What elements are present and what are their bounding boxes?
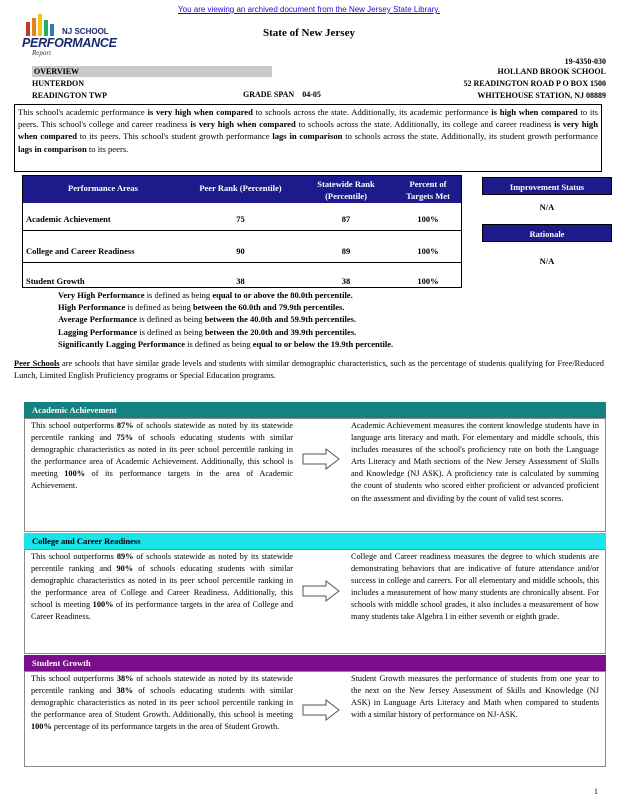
definition-text: is defined as being [185,338,253,349]
col-header-targets [394,178,462,202]
archived-notice-link[interactable]: You are viewing an archived document from the New Jersey State Library. [178,5,440,14]
row-statewide-rank: 38 [341,276,351,286]
summary-text: to its peers. This school's student growth performance [76,131,273,142]
improvement-status-value: N/A [539,202,555,212]
col-header-statewide [298,178,394,202]
summary-text: to schools across the state. Additionally, its college and career readiness [295,119,555,130]
summary-text: to its peers. This school's college and career readiness [18,107,598,130]
text-run: of schools statewide as noted by its statewide percentile ranking and [31,552,293,574]
grade-span [243,90,321,99]
row-statewide-rank: 89 [341,246,351,256]
peer-schools-text: are schools that have similar grade levels and students with similar demographic characteristics, such as the percentage of students qualifying for Free/Reduced Lunch, Limited English Proficiency programs or Special Education programs. [14,359,604,380]
rationale-value: N/A [539,256,555,266]
col-header-peer: Peer Rank (Percentile) [199,183,282,193]
text-run: This school outperforms [31,674,117,683]
performance-definitions [58,289,393,350]
row-area: Academic Achievement [26,214,111,224]
section-right-text: Academic Achievement measures the content knowledge students have in language arts literacy and math. For elementary and middle schools, this includes measures of the school's proficiency rate on both the Language Arts Literacy and Math sections of the New Jersey Assessment of Skills and Knowledge (NJ ASK). A proficiency rate is calculated by summing the count of students who scored either proficient or advanced proficient on the assessment and dividing by the count of valid test scores. [351,421,599,503]
row-targets-met: 100% [417,214,439,224]
definition-term: Significantly Lagging Performance [58,338,186,349]
percent-value: 38% [116,674,134,683]
performance-summary [14,104,602,172]
state-title: State of New Jersey [263,27,355,39]
section-right-text: Student Growth measures the performance of students from one year to the next on the New Jersey Assessment of Skills and Knowledge (NJ ASK) in Language Arts Literacy and Math when compared to students with a similar history of performance on NJ-ASK. [351,674,599,720]
section-left-text [31,551,293,624]
school-address: 52 READINGTON ROAD P O BOX 1500 [463,79,606,88]
school-city: WHITEHOUSE STATION, NJ 08889 [477,91,606,100]
row-area: College and Career Readiness [26,246,135,256]
definition-term: Lagging Performance [58,326,138,337]
section-right-text: College and Career readiness measures the degree to which students are demonstrating behaviors that are indicative of future attendance and/or success in college and careers. For all elementary and middle schools, this includes a measurement of how many students are chronically absent. For schools with middle school grades, it also includes a measurement of how many students take Algebra I in either seventh or eighth grade. [351,552,599,622]
logo-line-1: NJ SCHOOL [62,27,109,36]
text-run: of schools statewide as noted by its statewide percentile ranking and [31,674,293,696]
definition-item [58,338,393,350]
section-header-college-career-readiness: College and Career Readiness [24,533,606,549]
county: HUNTERDON [32,79,85,88]
summary-emphasis: lags in comparison [272,131,343,142]
section-left-text [31,420,293,493]
summary-emphasis: is very high when compared [18,119,598,142]
definition-text: is defined as being [144,290,213,300]
definition-range: equal to or below the 19.9th percentile. [252,338,394,349]
definition-term: Average Performance [58,314,137,325]
school-name: HOLLAND BROOK SCHOOL [497,67,606,76]
row-statewide-rank: 87 [341,214,351,224]
performance-table-header [23,176,461,203]
text-run: This school outperforms [31,552,117,561]
right-arrow-icon [302,580,340,602]
row-divider [23,230,461,231]
row-peer-rank: 90 [236,246,245,256]
summary-emphasis: lags in comparison [18,143,87,154]
peer-schools-definition [14,358,604,381]
row-divider [23,262,461,263]
definition-item [58,301,393,313]
summary-emphasis: is very high when compared [147,107,253,117]
percent-value: 89% [116,552,134,561]
row-peer-rank: 38 [236,276,245,286]
definition-item [58,326,393,338]
percent-value: 100% [64,469,86,479]
definition-text: is defined as being [125,302,194,313]
col-header-statewide-line1: Statewide Rank [317,179,375,189]
definition-term: Very High Performance [58,290,145,300]
row-targets-met: 100% [417,246,439,256]
rationale-header: Rationale [482,224,612,242]
summary-emphasis: is very high when compared [190,119,296,130]
summary-text: to schools across the state. Additionally, its student growth performance [342,131,598,142]
percent-value: 87% [116,421,134,430]
right-arrow-icon [302,448,340,470]
right-arrow-icon [302,699,340,721]
definition-range: equal to or above the 80.0th percentile. [212,290,353,300]
summary-text: to schools across the state. Additionally, its academic performance [252,107,492,117]
text-run: This school outperforms [31,421,117,430]
improvement-status-header: Improvement Status [482,177,612,195]
peer-schools-term: Peer Schools [14,359,60,368]
logo-line-2: PERFORMANCE [22,36,117,50]
definition-text: is defined as being [137,326,205,337]
summary-emphasis: is high when compared [491,107,578,117]
percent-value: 90% [116,564,134,574]
definition-range: between the 40.0th and 59.9th percentiles. [204,314,357,325]
percent-value: 38% [116,686,134,696]
row-peer-rank: 75 [236,214,245,224]
school-id: 19-4350-030 [564,57,606,66]
summary-text: to its peers. [86,143,129,154]
definition-range: between the 20.0th and 39.9th percentiles. [204,326,357,337]
section-left-text [31,673,293,733]
text-run: of schools statewide as noted by its statewide percentile ranking and [31,421,293,443]
grade-span-value: 04-05 [302,90,321,99]
section-header-student-growth: Student Growth [24,655,606,671]
overview-label: OVERVIEW [34,67,80,76]
summary-text: This school's academic performance [18,107,148,117]
percent-value: 100% [31,722,52,732]
text-run: of its performance targets in the area of Academic Achievement. [31,469,293,491]
text-run: of schools educating students with similar demographic characteristics as noted in its peer school percentile ranking in the performance area of Academic Achievement. Additionally, this school is meeting [31,433,293,479]
section-body-academic-achievement [24,418,606,532]
col-header-targets-line2: Targets Met [406,191,450,201]
text-run: of schools educating students with similar demographic characteristics as noted in its peer school percentile ranking in the performance area of Student Growth. Additionally, this school is meeting [31,686,293,720]
col-header-statewide-line2: (Percentile) [325,191,367,201]
logo-line-3: Report [32,49,52,57]
definition-term: High Performance [58,302,126,313]
text-run: of its performance targets in the area of College and Career Readiness. [31,600,293,622]
col-header-targets-line1: Percent of [409,179,447,189]
definition-item [58,289,393,301]
col-header-area: Performance Areas [68,183,138,193]
percent-value: 75% [116,433,134,443]
page-number: 1 [594,787,598,796]
row-targets-met: 100% [417,276,439,286]
section-header-academic-achievement: Academic Achievement [24,402,606,418]
definition-item [58,313,393,325]
performance-table [22,175,462,288]
text-run: of schools educating students with similar demographic characteristics as noted in its peer school percentile ranking in the performance area of College and Career Readiness. Additionally, this school is meeting [31,564,293,610]
district-name: READINGTON TWP [32,91,108,100]
text-run: percentage of its performance targets in the area of Student Growth. [51,722,280,732]
definition-text: is defined as being [136,314,205,325]
percent-value: 100% [92,600,114,610]
grade-span-label: GRADE SPAN [243,90,295,99]
section-body-student-growth [24,671,606,767]
row-area: Student Growth [26,276,85,286]
nj-school-performance-logo [22,14,122,66]
definition-range: between the 60.0th and 79.9th percentiles. [193,302,345,313]
section-body-college-career-readiness [24,549,606,654]
